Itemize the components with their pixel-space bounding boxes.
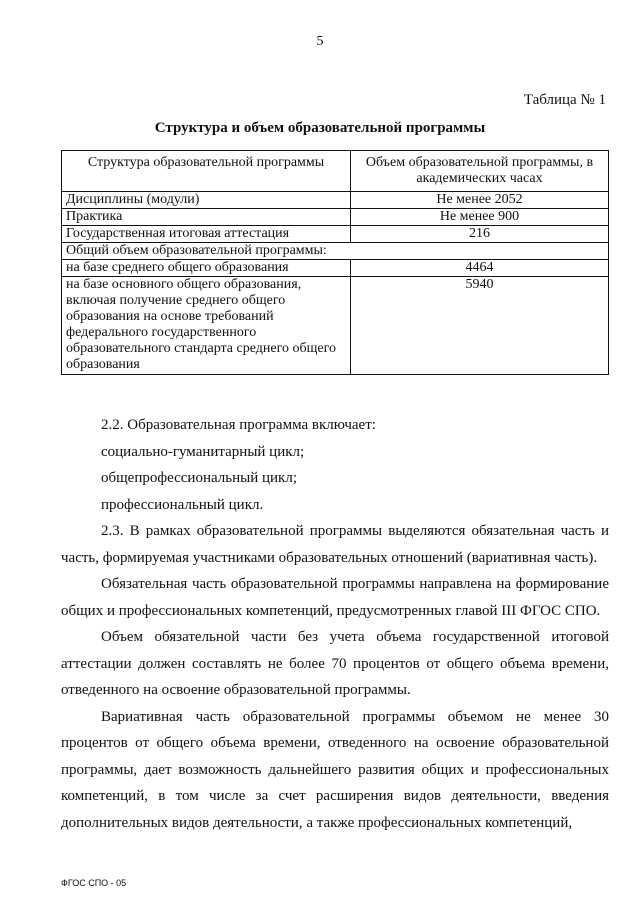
paragraph: профессиональный цикл. (101, 496, 264, 513)
paragraph: общепрофессиональный цикл; (101, 470, 297, 486)
table-row (62, 226, 609, 243)
page-number: 5 (316, 34, 324, 49)
header-volume: Объем образовательной программы, в академических часах (351, 151, 609, 192)
section-header: Общий объем образовательной программы: (62, 243, 609, 260)
paragraph: Вариативная часть образовательной программы объемом не менее 30 процентов от общего объема времени, отведенного на освоение образовательной программы, дает возможность дальнейшего развития общих и профессиональных компетенций, в том числе за счет расширения видов деятельности, введения дополнительных видов деятельности, а также профессиональных компетенций, (61, 708, 609, 831)
table-row (62, 260, 609, 277)
row-value: 4464 (351, 260, 609, 277)
program-structure-table (61, 150, 609, 375)
table-caption: Таблица № 1 (523, 92, 606, 108)
table-row (62, 209, 609, 226)
body-text (61, 412, 609, 836)
row-label: Государственная итоговая аттестация (62, 226, 351, 243)
header-structure: Структура образовательной программы (62, 151, 351, 192)
row-label: на базе основного общего образования, включая получение среднего общего образования на основе требований федерального государственного образовательного стандарта среднего общего образования (62, 277, 351, 375)
row-value: Не менее 900 (351, 209, 609, 226)
table-header-row (62, 151, 609, 192)
row-label: Дисциплины (модули) (62, 192, 351, 209)
table-title: Структура и объем образовательной программы (154, 120, 486, 136)
row-label: Практика (62, 209, 351, 226)
table-row (62, 277, 609, 375)
row-value: Не менее 2052 (351, 192, 609, 209)
paragraph: Обязательная часть образовательной программы направлена на формирование общих и профессиональных компетенций, предусмотренных главой III ФГОС СПО. (61, 576, 609, 619)
paragraph: социально-гуманитарный цикл; (101, 443, 305, 460)
row-value: 5940 (351, 277, 609, 375)
paragraph: 2.2. Образовательная программа включает: (101, 417, 376, 433)
table-row (62, 192, 609, 209)
paragraph: 2.3. В рамках образовательной программы выделяются обязательная часть и часть, формируемая участниками образовательных отношений (вариативная часть). (61, 523, 609, 566)
row-label: на базе среднего общего образования (62, 260, 351, 277)
footer-code: ФГОС СПО - 05 (61, 878, 127, 888)
paragraph: Объем обязательной части без учета объема государственной итоговой аттестации должен составлять не более 70 процентов от общего объема времени, отведенного на освоение образовательной программы. (61, 629, 609, 698)
row-value: 216 (351, 226, 609, 243)
table-section-row (62, 243, 609, 260)
